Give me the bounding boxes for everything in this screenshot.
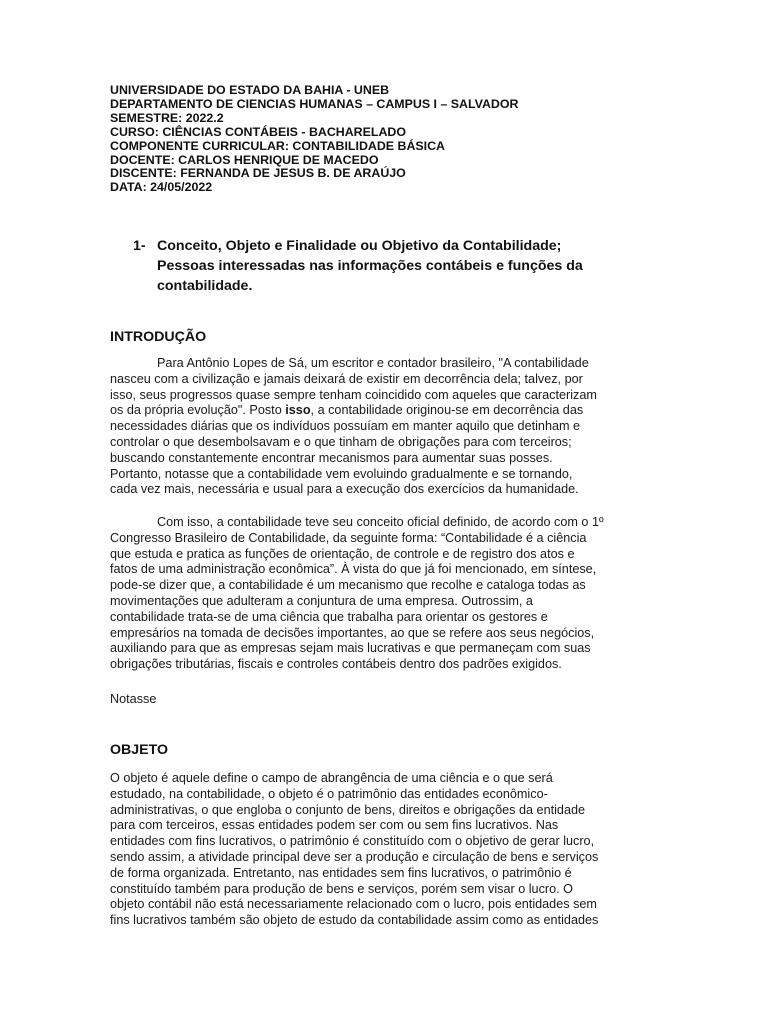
paragraph-line: auxiliando para que as empresas sejam mais lucrativas e que permaneçam com suas — [110, 641, 591, 656]
header-university: UNIVERSIDADE DO ESTADO DA BAHIA - UNEB — [110, 83, 390, 97]
paragraph-line: Congresso Brasileiro de Contabilidade, da seguinte forma: “Contabilidade é a ciência — [110, 530, 587, 545]
paragraph-line: cada vez mais, necessária e usual para a execução dos exercícios da humanidade. — [110, 482, 579, 497]
paragraph-line: fins lucrativos também são objeto de estudo da contabilidade assim como as entidades — [110, 913, 599, 928]
topic-title-line: Pessoas interessadas nas informações contábeis e funções da — [157, 258, 583, 274]
paragraph-line: controlar o que desembolsavam e o que tinham de obrigações para com terceiros; — [110, 434, 572, 449]
paragraph-line: contabilidade trata-se de uma ciência que trabalha para orientar os gestores e — [110, 609, 548, 624]
paragraph-line: Portanto, notasse que a contabilidade vem evoluindo gradualmente e se tornando, — [110, 466, 573, 481]
paragraph-line: entidades com fins lucrativos, o patrimônio é constituído com o objetivo de gerar lucro, — [110, 834, 595, 849]
topic-title-line: Conceito, Objeto e Finalidade ou Objetivo da Contabilidade; — [157, 238, 562, 254]
paragraph-line: de forma organizada. Entretanto, nas entidades sem fins lucrativos, o patrimônio é — [110, 865, 572, 880]
paragraph-line: pode-se dizer que, a contabilidade é um mecanismo que recolhe e cataloga todas as — [110, 578, 586, 593]
bold-word: isso — [285, 403, 311, 418]
paragraph-line: estudado, na contabilidade, o objeto é o patrimônio das entidades econômico- — [110, 786, 548, 801]
paragraph-line: nasceu com a civilização e jamais deixará de existir em decorrência dela; talvez, por — [110, 371, 583, 386]
topic-title — [157, 236, 653, 296]
topic-number: 1- — [133, 238, 146, 254]
topic-list-item — [133, 236, 653, 296]
header-department: DEPARTAMENTO DE CIENCIAS HUMANAS – CAMPUS I – SALVADOR — [110, 96, 519, 111]
paragraph-line: constituído também para produção de bens e serviços, porém sem visar o lucro. O — [110, 881, 574, 896]
paragraph-line — [110, 403, 658, 419]
text-run: , a contabilidade originou-se em decorrência das — [310, 403, 584, 418]
header-date: DATA: 24/05/2022 — [110, 180, 213, 195]
paragraph-line: administrativas, o que engloba o conjunto de bens, direitos e obrigações da entidade — [110, 802, 586, 817]
paragraph-line: Para Antônio Lopes de Sá, um escritor e contador brasileiro, "A contabilidade — [157, 356, 589, 370]
paragraph-line: Com isso, a contabilidade teve seu conceito oficial definido, de acordo com o 1º — [157, 515, 604, 529]
objeto-paragraph — [110, 771, 658, 929]
text-run: os da própria evolução". Posto — [110, 403, 286, 418]
paragraph-line: obrigações tributárias, fiscais e controles contábeis dentro dos padrões exigidos. — [110, 657, 562, 672]
header-student: DISCENTE: FERNANDA DE JESUS B. DE ARAÚJO — [110, 166, 406, 181]
intro-paragraph-3: Notasse — [110, 692, 157, 706]
paragraph-line: objeto contábil não está necessariamente relacionado com o lucro, pois entidades sem — [110, 897, 597, 912]
paragraph-line: isso, seus progressos quase sempre tenham coincidido com aqueles que caracterizam — [110, 387, 597, 402]
paragraph-line: sendo assim, a atividade principal deve ser a produção e circulação de bens e serviços — [110, 849, 599, 864]
paragraph-line: para com terceiros, essas entidades podem ser com ou sem fins lucrativos. Nas — [110, 818, 559, 833]
paragraph-line: buscando constantemente encontrar mecanismos para aumentar suas posses. — [110, 450, 553, 465]
header-teacher: DOCENTE: CARLOS HENRIQUE DE MACEDO — [110, 152, 379, 167]
document-header — [110, 84, 518, 195]
header-semester: SEMESTRE: 2022.2 — [110, 110, 224, 125]
paragraph-line: O objeto é aquele define o campo de abrangência de uma ciência e o que será — [110, 771, 553, 785]
paragraph-line: fatos de uma administração econômica”. À vista do que já foi mencionado, em síntese, — [110, 562, 597, 577]
objeto-heading: OBJETO — [110, 742, 169, 758]
paragraph-line: que estuda e pratica as funções de orientação, de controle e de registro dos atos e — [110, 546, 575, 561]
header-component: COMPONENTE CURRICULAR: CONTABILIDADE BÁSICA — [110, 138, 445, 153]
intro-heading: INTRODUÇÃO — [110, 329, 207, 345]
paragraph-line: necessidades diárias que os indivíduos possuíam em manter aquilo que detinham e — [110, 419, 581, 434]
topic-title-line: contabilidade. — [157, 278, 253, 294]
paragraph-line: movimentações que adulteram a conjuntura de uma empresa. Outrossim, a — [110, 593, 533, 608]
paragraph-line: empresários na tomada de decisões importantes, ao que se refere aos seus negócios, — [110, 625, 595, 640]
header-course: CURSO: CIÊNCIAS CONTÁBEIS - BACHARELADO — [110, 124, 407, 139]
intro-paragraph-1 — [110, 356, 658, 498]
intro-paragraph-2 — [110, 515, 658, 673]
